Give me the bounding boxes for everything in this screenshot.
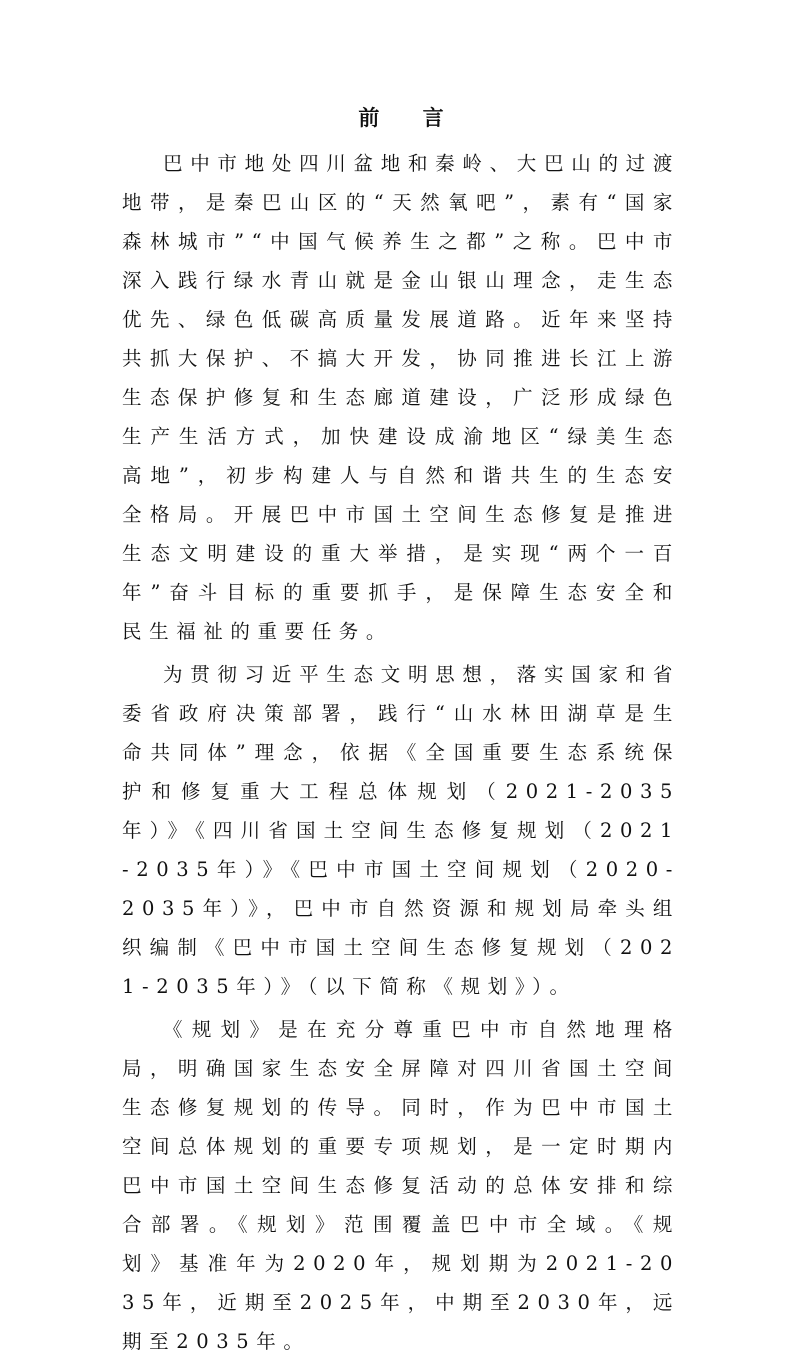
page-title: 前 言 xyxy=(358,106,462,130)
paragraph-intro: 巴中市地处四川盆地和秦岭、大巴山的过渡地带，是秦巴山区的“天然氧吧”，素有“国家森林城市”“中国气候养生之都”之称。巴中市深入践行绿水青山就是金山银山理念，走生态优先、绿色低碳高质量发展道路。近年来坚持共抓大保护、不搞大开发，协同推进长江上游生态保护修复和生态廊道建设，广泛形成绿色生产生活方式，加快建设成渝地区“绿美生态高地”，初步构建人与自然和谐共生的生态安全格局。开展巴中市国土空间生态修复是推进生态文明建设的重大举措，是实现“两个一百年”奋斗目标的重要抓手，是保障生态安全和民生福祉的重要任务。 xyxy=(122,152,680,643)
document-page xyxy=(122,100,680,1365)
paragraph-basis: 为贯彻习近平生态文明思想，落实国家和省委省政府决策部署，践行“山水林田湖草是生命共同体”理念，依据《全国重要生态系统保护和修复重大工程总体规划（2021-2035年）》《四川省国土空间生态修复规划（2021-2035年）》《巴中市国土空间规划（2020-2035年）》，巴中市自然资源和规划局牵头组织编制《巴中市国土空间生态修复规划（2021-2035年）》（以下简称《规划》）。 xyxy=(122,663,680,998)
paragraph-scope: 《规划》是在充分尊重巴中市自然地理格局，明确国家生态安全屏障对四川省国土空间生态修复规划的传导。同时，作为巴中市国土空间总体规划的重要专项规划，是一定时期内巴中市国土空间生态修复活动的总体安排和综合部署。《规划》范围覆盖巴中市全域。《规划》基准年为2020年，规划期为2021-2035年，近期至2025年，中期至2030年，远期至2035年。 xyxy=(122,1018,680,1353)
